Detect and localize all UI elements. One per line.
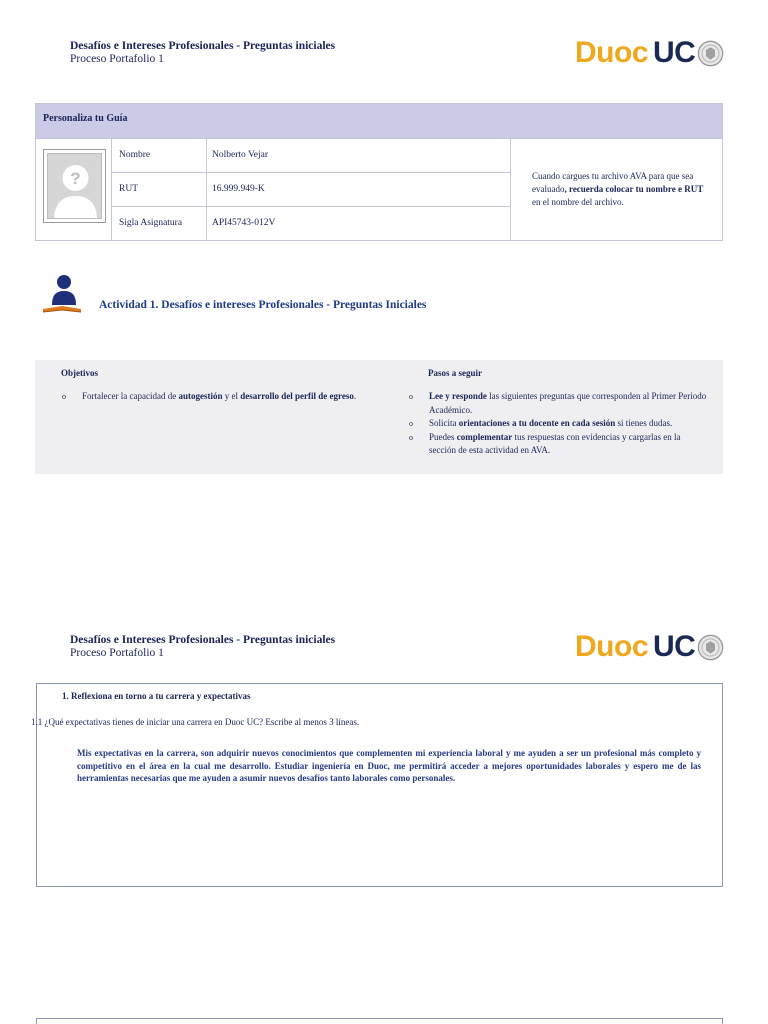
step-item: o Lee y responde las siguientes preguntas que corresponden al Primer Periodo Académico. (409, 391, 707, 415)
student-name-value[interactable]: Nolberto Vejar (212, 150, 269, 160)
photo-cell (36, 139, 112, 241)
reflection-heading: 1. Reflexiona en torno a tu carrera y expectativas (62, 691, 251, 701)
student-rut-value[interactable]: 16.999.949-K (212, 184, 265, 194)
next-section-box (36, 1018, 723, 1024)
document-header (70, 40, 335, 65)
personalize-guide-table (35, 103, 723, 241)
document-subtitle: Proceso Portafolio 1 (70, 647, 164, 659)
duoc-uc-logo (575, 36, 724, 70)
objectives-heading: Objetivos (61, 368, 98, 378)
document-title: Desafíos e Intereses Profesionales - Preguntas iniciales (70, 634, 336, 646)
user-placeholder-icon (48, 154, 102, 219)
reflection-answer-field[interactable]: Mis expectativas en la carrera, son adquirir nuevos conocimientos que complementen mi experiencia laboral y me ayuden a ser un profesional más completo y competitivo en el área en la cual me desarrollo. Estudiar ingeniería en Duoc, me permitirá acceder a mejores oportunidades laborales y espero me de las herramientas necesarias que me ayuden a asumir nuevos desafíos tanto laborales como personales. (77, 748, 701, 783)
objective-item: o Fortalecer la capacidad de autogestión y el desarrollo del perfil de egreso. (62, 391, 357, 401)
duoc-uc-logo (575, 630, 724, 664)
logo-duoc-text: Duoc (575, 36, 648, 69)
student-photo-frame[interactable] (43, 149, 106, 223)
info-row-sigla: Sigla Asignatura API45743-012V (112, 207, 510, 241)
steps-heading: Pasos a seguir (428, 368, 482, 378)
document-title: Desafíos e Intereses Profesionales - Preguntas iniciales (70, 40, 336, 52)
activity-title: Actividad 1. Desafíos e intereses Profesionales - Preguntas Iniciales (99, 299, 427, 311)
course-code-value[interactable]: API45743-012V (212, 218, 276, 228)
reflection-question: 1.1 ¿Qué expectativas tienes de iniciar una carrera en Duoc UC? Escribe al menos 3 líneas. (31, 717, 360, 727)
objectives-list (62, 390, 372, 404)
steps-list (409, 390, 709, 458)
uc-seal-icon (697, 40, 724, 67)
uc-seal-icon (697, 634, 724, 661)
objectives-panel (35, 360, 723, 474)
logo-uc-text: UC (653, 36, 696, 69)
student-info-table (112, 139, 511, 241)
info-row-rut: RUT 16.999.949-K (112, 173, 510, 207)
guide-band-title: Personaliza tu Guía (36, 104, 722, 139)
person-reading-icon (40, 273, 84, 317)
reflection-box (31, 683, 723, 887)
document-header-page2 (70, 634, 335, 659)
logo-duoc-text: Duoc (575, 630, 648, 663)
logo-uc-text: UC (653, 630, 696, 663)
upload-note: Cuando cargues tu archivo AVA para que sea evaluado, recuerda colocar tu nombre e RUT en el nombre del archivo. (532, 171, 704, 207)
step-item: o Puedes complementar tus respuestas con evidencias y cargarlas en la sección de esta actividad en AVA. (409, 431, 681, 455)
step-item: o Solicita orientaciones a tu docente en cada sesión si tienes dudas. (409, 418, 673, 428)
document-subtitle: Proceso Portafolio 1 (70, 53, 164, 65)
info-row-nombre: Nombre Nolberto Vejar (112, 139, 510, 173)
svg-text:?: ? (70, 169, 81, 188)
